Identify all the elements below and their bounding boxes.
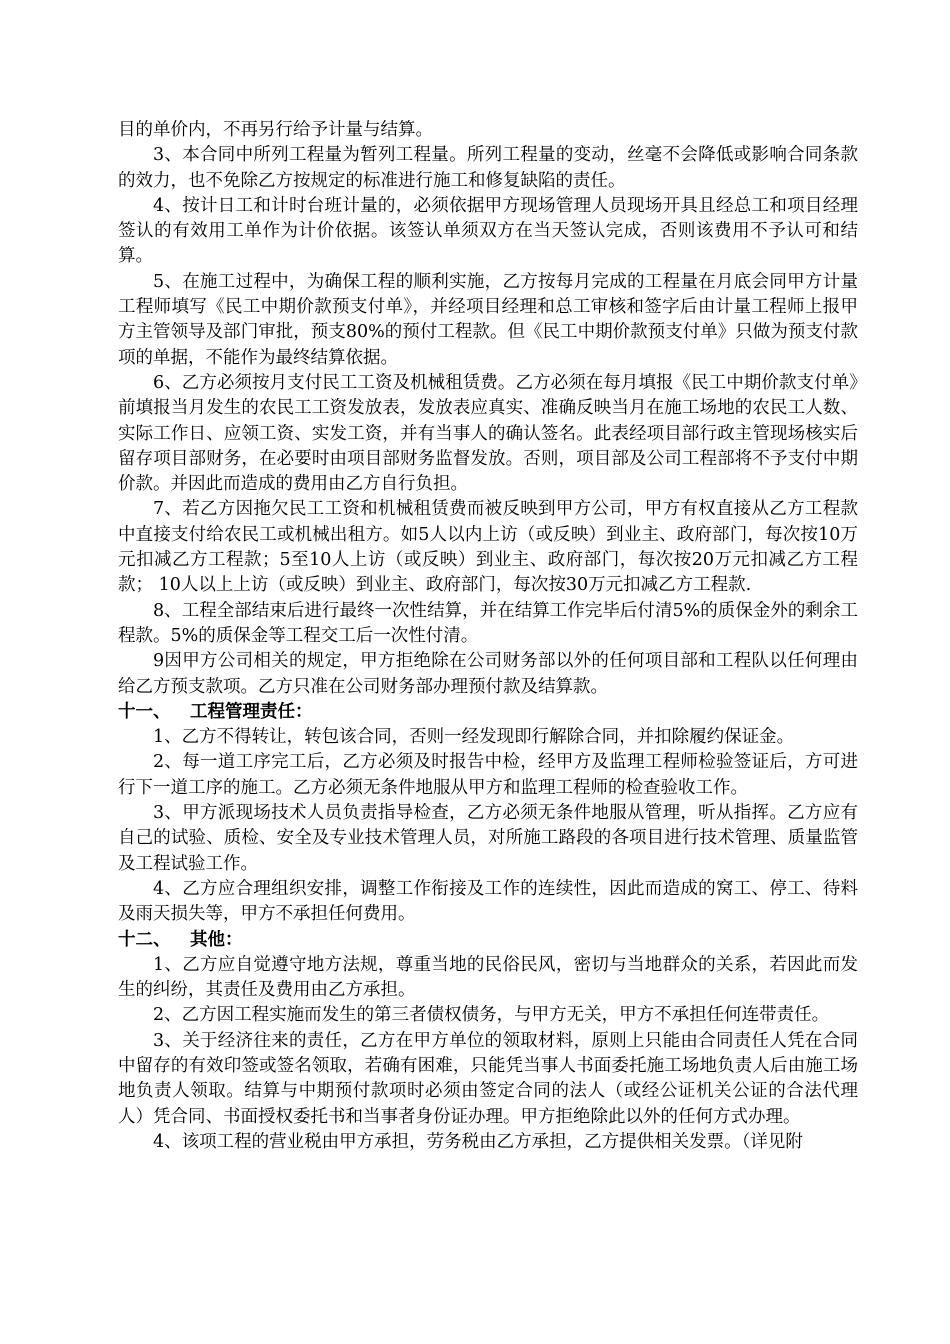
section-title: 工程管理责任： [190,701,313,722]
clause-12-2-third-party-debts: 2、乙方因工程实施而发生的第三者债权债务，与甲方无关，甲方不承担任何连带责任。 [153,1005,830,1026]
clause-6-wage-payment: 6、乙方必须按月支付民工工资及机械租赁费。乙方必须在每月填报《民工中期价款支付单》前填报当月发生的农民工工资发放表，发放表应真实、准确反映当月在施工场地的农民工人数、实际工作日、应领工资、实发工资，并有当事人的确认签名。此表经项目部行政主管现场核实后留存项目部财务，在必要时由项目部财务监督发放。否则，项目部及公司工程部将不予支付中期价款。并因此而造成的费用由乙方自行负担。 [118,372,858,495]
section-heading-12 [118,928,858,953]
clause-11-1-no-subcontract: 1、乙方不得转让，转包该合同，否则一经发现即行解除合同，并扣除履约保证金。 [153,727,795,748]
clause-11-4-organization: 4、乙方应合理组织安排，调整工作衔接及工作的连续性，因此而造成的窝工、停工、待料及雨天损失等，甲方不承担任何费用。 [118,878,858,925]
clause-7-arrears-deduction: 7、若乙方因拖欠民工工资和机械租赁费而被反映到甲方公司，甲方有权直接从乙方工程款中直接支付给农民工或机械出租方。如5人以内上访（或反映）到业主、政府部门，每次按10万元扣减乙方工程款；5至10人上访（或反映）到业主、政府部门，每次按20万元扣减乙方工程款； 10人以上上访（或反映）到业主、政府部门，每次按30万元扣减乙方工程款. [118,499,858,596]
clause-12-3-economic-responsibility: 3、关于经济往来的责任，乙方在甲方单位的领取材料，原则上只能由合同责任人凭在合同中留存的有效印签或签名领取，若确有困难，只能凭当事人书面委托施工场地负责人后由施工场地负责人领取。结算与中期预付款项时必须由签定合同的法人（或经公证机关公证的合法代理人）凭合同、书面授权委托书和当事者身份证办理。甲方拒绝除此以外的任何方式办理。 [118,1030,858,1127]
document-body [118,118,858,1155]
clause-5-interim-payment: 5、在施工过程中，为确保工程的顺利实施，乙方按每月完成的工程量在月底会同甲方计量工程师填写《民工中期价款预支付单》，并经项目经理和总工审核和签字后由计量工程师上报甲方主管领导及部门审批，预支80%的预付工程款。但《民工中期价款预支付单》只做为预支付款项的单据，不能作为最终结算依据。 [118,271,858,368]
clause-12-1-local-regulations: 1、乙方应自觉遵守地方法规，尊重当地的民俗民风，密切与当地群众的关系，若因此而发生的纠纷，其责任及费用由乙方承担。 [118,954,858,1001]
clause-12-4-taxes: 4、该项工程的营业税由甲方承担，劳务税由乙方承担，乙方提供相关发票。（详见附 [153,1131,803,1152]
clause-9-advance-payment: 9因甲方公司相关的规定，甲方拒绝除在公司财务部以外的任何项目部和工程队以任何理由给乙方预支款项。乙方只准在公司财务部办理预付款及结算款。 [118,651,858,697]
section-heading-11 [118,700,858,725]
section-number: 十二、 [118,929,171,950]
paragraph-continuation: 目的单价内，不再另行给予计量与结算。 [118,120,433,140]
clause-3-provisional-quantities: 3、本合同中所列工程量为暂列工程量。所列工程量的变动，丝毫不会降低或影响合同条款的效力，也不免除乙方按规定的标准进行施工和修复缺陷的责任。 [118,145,858,191]
clause-11-2-inspection: 2、每一道工序完工后，乙方必须及时报告中检，经甲方及监理工程师检验签证后，方可进行下一道工序的施工。乙方必须无条件地服从甲方和监理工程师的检查验收工作。 [118,752,858,798]
section-title: 其他： [190,929,243,950]
clause-4-daywork-measurement: 4、按计日工和计时台班计量的，必须依据甲方现场管理人员现场开具且经总工和项目经理签认的有效用工单作为计价依据。该签认单须双方在当天签认完成，否则该费用不予认可和结算。 [118,195,858,267]
clause-11-3-technical-staff: 3、甲方派现场技术人员负责指导检查，乙方必须无条件地服从管理，听从指挥。乙方应有自己的试验、质检、安全及专业技术管理人员，对所施工路段的各项目进行技术管理、质量监管及工程试验工作。 [118,803,858,874]
clause-8-final-settlement: 8、工程全部结束后进行最终一次性结算，并在结算工作完毕后付清5%的质保金外的剩余工程款。5%的质保金等工程交工后一次性付清。 [118,600,858,646]
section-number: 十一、 [118,701,171,722]
